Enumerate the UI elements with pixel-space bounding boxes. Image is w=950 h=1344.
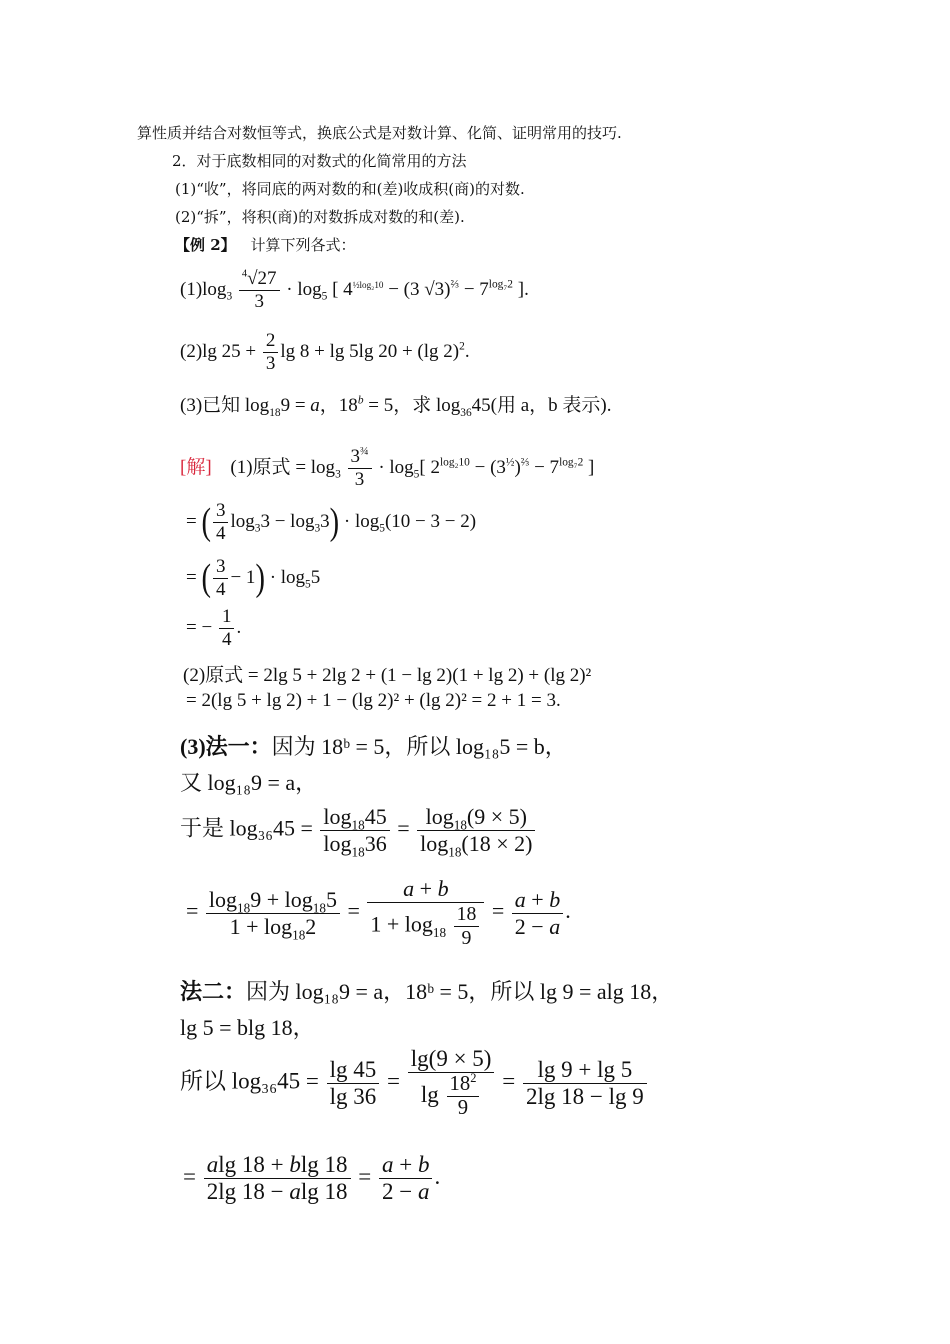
solution-1-line-3: = ( $\frac{3}{4}$ − $1) \cdot \log_55$ — [186, 556, 321, 600]
question-1: $(1)\log_3$ $\frac{^4√27}{3}$ · $\log_5$ [ $4^{\frac{1}{2}log_210} - (3$ $√3)^{\frac{2}{3}} - 7^{log_72}$ ]. — [180, 268, 529, 312]
example-heading — [175, 234, 355, 255]
method-1-line-1 — [180, 730, 567, 761]
q3-text-2: 45(用 a，b 表示). — [471, 395, 612, 416]
example-label: 【例 2】 — [175, 236, 236, 254]
solution-2-line-2: = 2(lg 5 + lg 2) + 1 − (lg 2)² + (lg 2)² = 2 + 1 = 3. — [186, 690, 561, 711]
intro-line-1: 算性质并结合对数恒等式，换底公式是对数计算、化简、证明常用的技巧. — [137, 124, 622, 142]
method-2-label: 法二： — [180, 979, 247, 1004]
method-2-so: 所以 log₃₆45 = — [180, 1068, 319, 1094]
method-1-intro: 因为 18ᵇ = 5，所以 log₁₈5 = b， — [271, 734, 567, 759]
method-2-line-3: 所以 log₃₆45 = $\frac{\lg 45}{\lg 36}$ = lg(9 × 5) lg $\frac{18^2}{9}$ = $\frac{\lg 9 + \lg 5}{2\lg 18 - \lg 9}$ — [180, 1046, 649, 1120]
method-1-line-4: = $\frac{\log_{18}9 + \log_{18}5}{1 + \log_{18}2}$ = a + b $1 + \log_{18}$ $\frac{18}{9}$ = $\frac{a + b}{2 - a}$ . — [186, 876, 571, 949]
method-2-intro: 因为 log₁₈9 = a，18ᵇ = 5，所以 lg 9 = alg 18， — [246, 979, 674, 1004]
method-1-so: 于是 log₃₆45 = — [180, 815, 313, 841]
intro-line-3: (1)“收”，将同底的两对数的和(差)收成积(商)的对数. — [175, 180, 525, 198]
question-2: (2)lg 25 + $\frac{2}{3}$ lg 8 + lg 5lg 20 + (lg 2)$^2$. — [180, 330, 470, 374]
method-1-also: 又 log₁₈9 = a， — [180, 770, 318, 795]
example-prompt: 计算下列各式： — [250, 236, 356, 254]
solution-1-line-4: = − $\frac{1}{4}$ . — [186, 606, 242, 650]
method-2-line-1 — [180, 975, 673, 1006]
solution-1-line-1: [解] (1)原式 = $\log_3$ $\frac{3^{\frac{3}{4}}}{3}$ · $\log_5$[ $2^{log_210} - (3^{\frac{1}{2}})^{\frac{2}{3}} - 7^{log_72}$ ] — [180, 445, 595, 490]
solution-tag: [解] — [180, 456, 212, 478]
method-2-line-4: = $\frac{alg 18 + blg 18}{2\lg 18 - alg 18}$ = $\frac{a + b}{2 - a}$ . — [183, 1152, 441, 1204]
method-1-label: (3)法一： — [180, 734, 272, 759]
q3-text-1: (3)已知 log — [180, 395, 270, 416]
intro-line-4: (2)“拆”，将积(商)的对数拆成对数的和(差). — [175, 208, 465, 226]
solution-1-line-2: = ( $\frac{3}{4}$ $\log_33 - \log_33) \cdot \log_5(10 - 3 - 2)$ — [186, 500, 477, 544]
question-3: (3)已知 $\log_{18}9 = a$，$18^b = 5$，求 $\log_{36}45$(用 a，b 表示). — [180, 394, 612, 419]
solution-2-line-1: (2)原式 = 2lg 5 + 2lg 2 + (1 − lg 2)(1 + lg 2) + (lg 2)² — [183, 665, 592, 686]
method-2-line-2: lg 5 = blg 18， — [180, 1015, 315, 1040]
solution-1-label: (1)原式 — [230, 456, 291, 478]
method-1-line-3: 于是 log₃₆45 = $\frac{\log_{18}45}{\log_{18}36}$ = $\frac{\log_{18}(9 \times 5)}{\log_{18}(18 \times 2)}$ — [180, 804, 537, 857]
intro-line-2: 2．对于底数相同的对数式的化简常用的方法 — [172, 152, 467, 170]
